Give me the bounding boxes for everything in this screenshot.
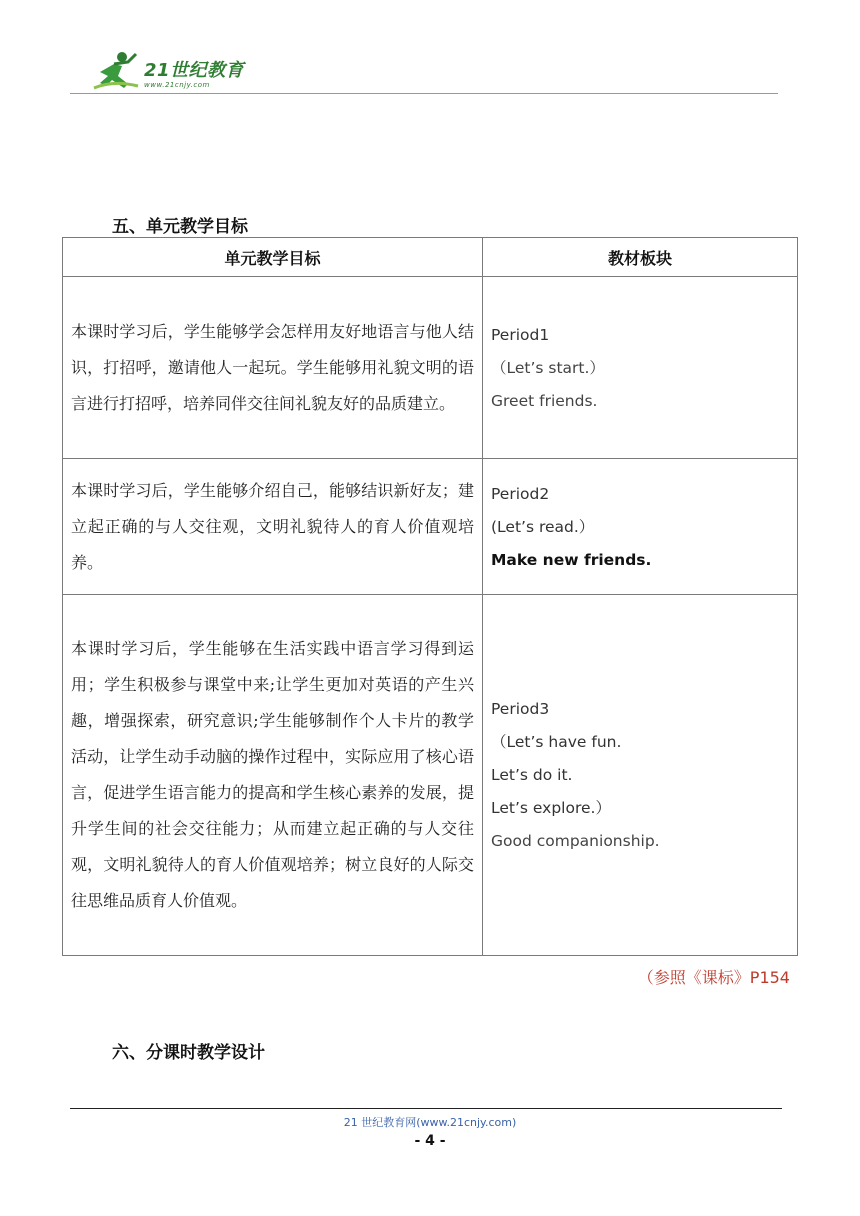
footer-divider xyxy=(70,1108,782,1109)
module-theme: Good companionship. xyxy=(491,832,660,850)
module-part: Let’s explore.） xyxy=(491,799,611,817)
goal-cell: 本课时学习后，学生能够学会怎样用友好地语言与他人结识，打招呼，邀请他人一起玩。学生能够用礼貌文明的语言进行打招呼，培养同伴交往间礼貌友好的品质建立。 xyxy=(63,277,483,459)
page-number: - 4 - xyxy=(414,1133,446,1149)
table-row xyxy=(63,277,798,459)
logo-url: www.21cnjy.com xyxy=(144,81,210,89)
table-row xyxy=(63,459,798,595)
module-part: （Let’s start.） xyxy=(491,358,605,377)
table-header-goals: 单元教学目标 xyxy=(63,238,483,277)
module-period: Period1 xyxy=(491,325,550,344)
footer-site-link[interactable]: 21 世纪教育网(www.21cnjy.com) xyxy=(343,1116,517,1129)
section-title-lesson-design: 六、分课时教学设计 xyxy=(112,1043,265,1063)
module-cell xyxy=(483,595,798,956)
runner-logo-icon xyxy=(92,50,142,92)
table-header-modules: 教材板块 xyxy=(483,238,798,277)
module-part: (Let’s read.） xyxy=(491,517,595,536)
logo xyxy=(92,50,262,92)
module-period: Period2 xyxy=(491,484,550,503)
unit-goals-table xyxy=(62,237,798,956)
module-cell xyxy=(483,277,798,459)
curriculum-reference: （参照《课标》P154 xyxy=(637,968,790,987)
module-theme: Make new friends. xyxy=(491,550,652,569)
table-row xyxy=(63,595,798,956)
section-title-unit-goals: 五、单元教学目标 xyxy=(112,217,248,237)
module-cell xyxy=(483,459,798,595)
goal-cell: 本课时学习后，学生能够介绍自己，能够结识新好友；建立起正确的与人交往观，文明礼貌待人的育人价值观培养。 xyxy=(63,459,483,595)
goal-cell: 本课时学习后，学生能够在生活实践中语言学习得到运用；学生积极参与课堂中来;让学生更加对英语的产生兴趣，增强探索，研究意识;学生能够制作个人卡片的教学活动，让学生动手动脑的操作过程中，实际应用了核心语言，促进学生语言能力的提高和学生核心素养的发展，提升学生间的社会交往能力；从而建立起正确的与人交往观，文明礼貌待人的育人价值观培养；树立良好的人际交往思维品质育人价值观。 xyxy=(63,595,483,956)
module-period: Period3 xyxy=(491,700,550,718)
module-part: （Let’s have fun. xyxy=(491,733,622,751)
logo-text: 21世纪教育 xyxy=(144,60,245,81)
table-header-row xyxy=(63,238,798,277)
module-part: Let’s do it. xyxy=(491,766,573,784)
module-theme: Greet friends. xyxy=(491,391,598,410)
header-divider xyxy=(70,93,778,94)
